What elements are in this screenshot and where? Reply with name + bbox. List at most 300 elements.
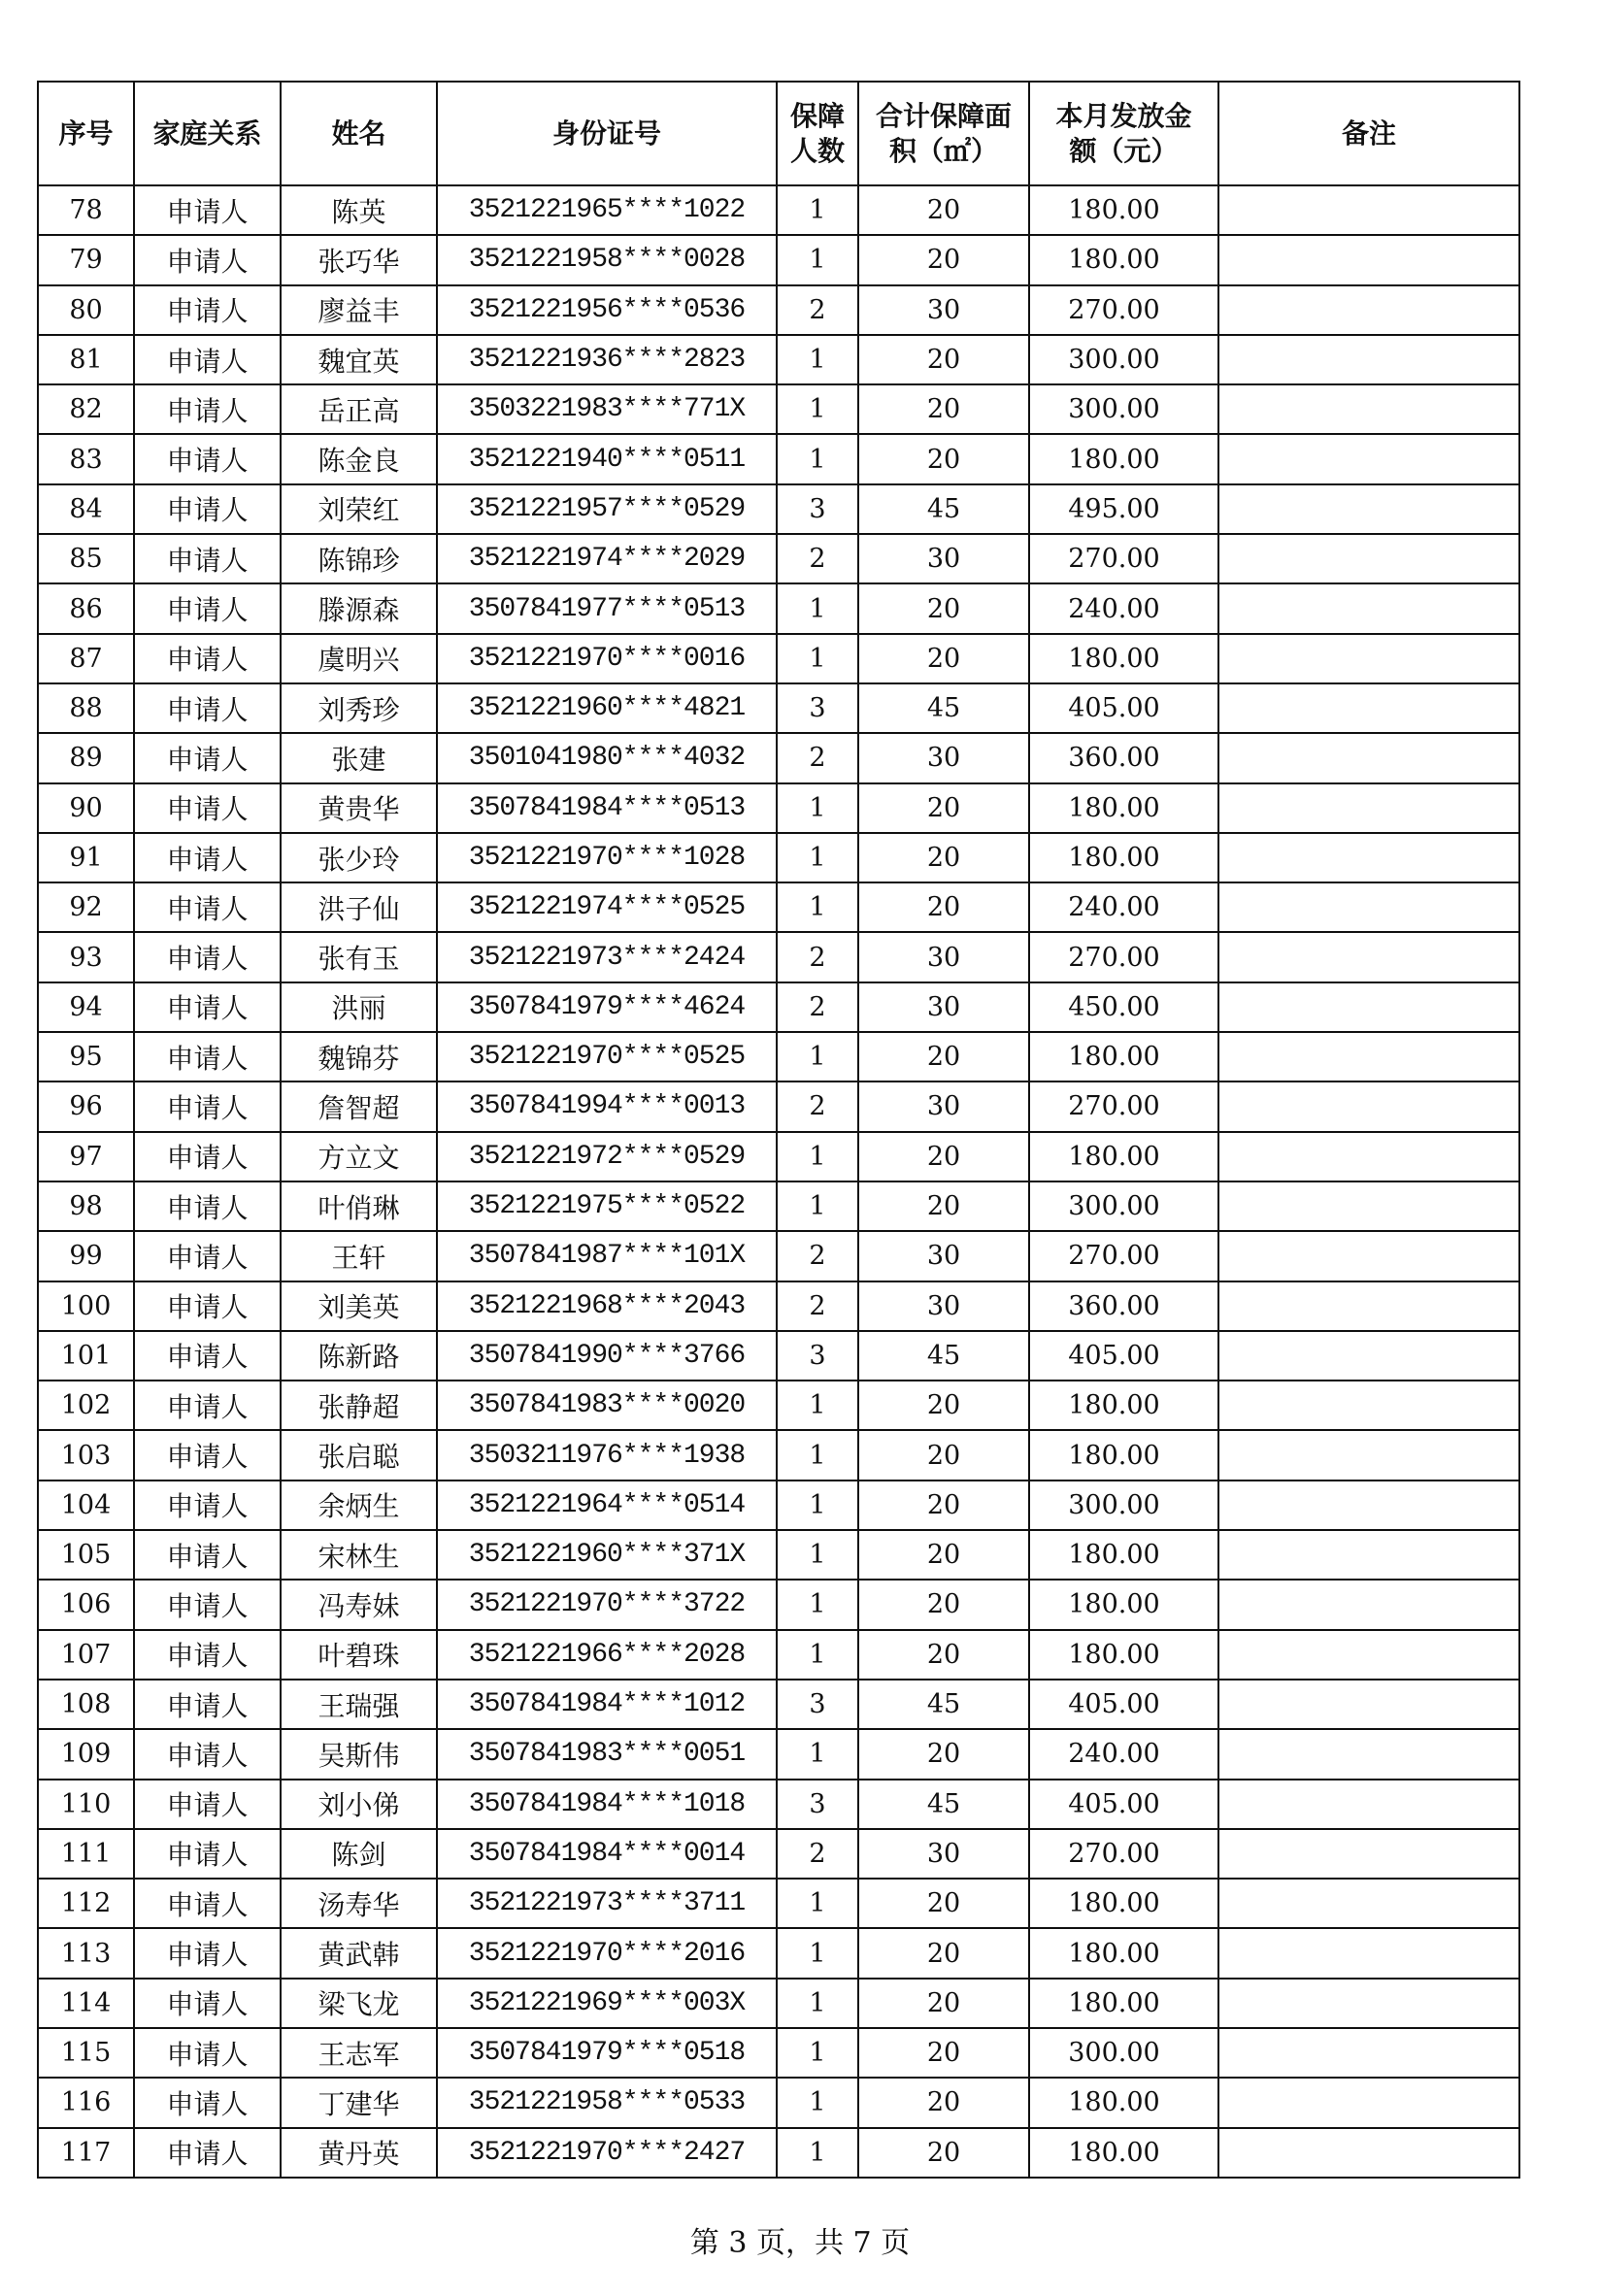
cell-amount: 180.00 xyxy=(1029,1630,1218,1680)
cell-relation: 申请人 xyxy=(134,1032,281,1081)
cell-index: 114 xyxy=(38,1979,134,2028)
cell-amount: 180.00 xyxy=(1029,1879,1218,1928)
cell-index: 111 xyxy=(38,1829,134,1879)
cell-area: 20 xyxy=(858,1580,1029,1629)
cell-name: 吴斯伟 xyxy=(281,1729,437,1779)
cell-area: 20 xyxy=(858,1530,1029,1580)
cell-index: 84 xyxy=(38,484,134,534)
cell-area: 45 xyxy=(858,484,1029,534)
table-row xyxy=(38,1231,1519,1281)
cell-remarks xyxy=(1218,1181,1519,1231)
header-line: 额（元） xyxy=(1069,134,1179,167)
cell-persons: 1 xyxy=(777,882,858,932)
cell-remarks xyxy=(1218,1780,1519,1829)
cell-persons: 3 xyxy=(777,484,858,534)
cell-persons: 1 xyxy=(777,1580,858,1629)
cell-id-number: 3507841983****0051 xyxy=(437,1729,777,1779)
cell-id-number: 3521221974****2029 xyxy=(437,534,777,583)
cell-area: 20 xyxy=(858,1630,1029,1680)
cell-index: 105 xyxy=(38,1530,134,1580)
cell-amount: 240.00 xyxy=(1029,882,1218,932)
cell-amount: 405.00 xyxy=(1029,1331,1218,1381)
cell-relation: 申请人 xyxy=(134,982,281,1032)
cell-id-number: 3521221970****0016 xyxy=(437,634,777,683)
table-row xyxy=(38,1430,1519,1480)
cell-relation: 申请人 xyxy=(134,1780,281,1829)
cell-index: 80 xyxy=(38,285,134,335)
cell-persons: 3 xyxy=(777,683,858,733)
cell-index: 107 xyxy=(38,1630,134,1680)
cell-remarks xyxy=(1218,534,1519,583)
cell-persons: 2 xyxy=(777,285,858,335)
cell-remarks xyxy=(1218,1381,1519,1430)
cell-index: 117 xyxy=(38,2128,134,2178)
header-line: 本月发放金 xyxy=(1055,99,1192,132)
cell-persons: 2 xyxy=(777,1231,858,1281)
cell-id-number: 3501041980****4032 xyxy=(437,733,777,782)
cell-name: 陈新路 xyxy=(281,1331,437,1381)
cell-area: 20 xyxy=(858,583,1029,633)
cell-relation: 申请人 xyxy=(134,683,281,733)
cell-persons: 1 xyxy=(777,2028,858,2078)
cell-id-number: 3521221970****0525 xyxy=(437,1032,777,1081)
cell-area: 20 xyxy=(858,335,1029,384)
cell-persons: 1 xyxy=(777,1381,858,1430)
cell-area: 20 xyxy=(858,1928,1029,1978)
cell-remarks xyxy=(1218,1729,1519,1779)
cell-name: 滕源森 xyxy=(281,583,437,633)
cell-persons: 1 xyxy=(777,1132,858,1181)
cell-persons: 1 xyxy=(777,2128,858,2178)
cell-relation: 申请人 xyxy=(134,235,281,284)
cell-name: 刘美英 xyxy=(281,1281,437,1331)
cell-id-number: 3503221983****771X xyxy=(437,384,777,434)
cell-index: 96 xyxy=(38,1081,134,1131)
cell-persons: 1 xyxy=(777,1032,858,1081)
cell-remarks xyxy=(1218,882,1519,932)
cell-name: 张少玲 xyxy=(281,833,437,882)
cell-amount: 495.00 xyxy=(1029,484,1218,534)
cell-amount: 180.00 xyxy=(1029,1530,1218,1580)
cell-index: 79 xyxy=(38,235,134,284)
cell-persons: 1 xyxy=(777,384,858,434)
cell-remarks xyxy=(1218,484,1519,534)
cell-amount: 180.00 xyxy=(1029,1580,1218,1629)
cell-id-number: 3521221970****2427 xyxy=(437,2128,777,2178)
cell-name: 岳正高 xyxy=(281,384,437,434)
cell-amount: 300.00 xyxy=(1029,2028,1218,2078)
cell-remarks xyxy=(1218,1281,1519,1331)
cell-name: 黄武韩 xyxy=(281,1928,437,1978)
cell-name: 张静超 xyxy=(281,1381,437,1430)
cell-remarks xyxy=(1218,1032,1519,1081)
cell-remarks xyxy=(1218,1979,1519,2028)
cell-remarks xyxy=(1218,783,1519,833)
cell-relation: 申请人 xyxy=(134,2078,281,2127)
header-line: 备注 xyxy=(1341,116,1396,150)
cell-id-number: 3521221956****0536 xyxy=(437,285,777,335)
cell-relation: 申请人 xyxy=(134,1829,281,1879)
cell-id-number: 3521221965****1022 xyxy=(437,185,777,235)
cell-remarks xyxy=(1218,1680,1519,1729)
table-row xyxy=(38,285,1519,335)
cell-relation: 申请人 xyxy=(134,1381,281,1430)
cell-id-number: 3507841984****0014 xyxy=(437,1829,777,1879)
cell-area: 20 xyxy=(858,434,1029,483)
cell-name: 陈金良 xyxy=(281,434,437,483)
cell-remarks xyxy=(1218,2078,1519,2127)
cell-area: 20 xyxy=(858,185,1029,235)
cell-remarks xyxy=(1218,1530,1519,1580)
cell-id-number: 3521221973****3711 xyxy=(437,1879,777,1928)
cell-area: 30 xyxy=(858,1829,1029,1879)
cell-amount: 405.00 xyxy=(1029,1780,1218,1829)
cell-relation: 申请人 xyxy=(134,335,281,384)
cell-id-number: 3521221957****0529 xyxy=(437,484,777,534)
cell-relation: 申请人 xyxy=(134,1481,281,1530)
cell-area: 20 xyxy=(858,1032,1029,1081)
table-row xyxy=(38,1729,1519,1779)
cell-name: 叶俏琳 xyxy=(281,1181,437,1231)
cell-name: 王瑞强 xyxy=(281,1680,437,1729)
cell-area: 20 xyxy=(858,1979,1029,2028)
table-row xyxy=(38,1331,1519,1381)
cell-id-number: 3521221973****2424 xyxy=(437,932,777,982)
cell-name: 王志军 xyxy=(281,2028,437,2078)
cell-area: 20 xyxy=(858,1381,1029,1430)
cell-name: 余炳生 xyxy=(281,1481,437,1530)
cell-persons: 2 xyxy=(777,1281,858,1331)
table-row xyxy=(38,833,1519,882)
cell-remarks xyxy=(1218,1430,1519,1480)
cell-persons: 1 xyxy=(777,1630,858,1680)
cell-persons: 2 xyxy=(777,1081,858,1131)
cell-relation: 申请人 xyxy=(134,1729,281,1779)
cell-index: 91 xyxy=(38,833,134,882)
cell-remarks xyxy=(1218,235,1519,284)
cell-index: 99 xyxy=(38,1231,134,1281)
cell-name: 詹智超 xyxy=(281,1081,437,1131)
cell-amount: 270.00 xyxy=(1029,534,1218,583)
cell-area: 30 xyxy=(858,1281,1029,1331)
cell-name: 张启聪 xyxy=(281,1430,437,1480)
cell-id-number: 3507841977****0513 xyxy=(437,583,777,633)
cell-persons: 1 xyxy=(777,235,858,284)
cell-index: 102 xyxy=(38,1381,134,1430)
cell-relation: 申请人 xyxy=(134,1181,281,1231)
table-row xyxy=(38,634,1519,683)
cell-id-number: 3507841990****3766 xyxy=(437,1331,777,1381)
cell-area: 20 xyxy=(858,235,1029,284)
cell-id-number: 3521221936****2823 xyxy=(437,335,777,384)
cell-index: 82 xyxy=(38,384,134,434)
cell-relation: 申请人 xyxy=(134,2128,281,2178)
cell-amount: 270.00 xyxy=(1029,285,1218,335)
cell-relation: 申请人 xyxy=(134,1132,281,1181)
header-remarks xyxy=(1218,82,1519,185)
cell-id-number: 3507841987****101X xyxy=(437,1231,777,1281)
cell-area: 20 xyxy=(858,1430,1029,1480)
cell-relation: 申请人 xyxy=(134,583,281,633)
table-row xyxy=(38,1928,1519,1978)
cell-area: 30 xyxy=(858,285,1029,335)
table-row xyxy=(38,484,1519,534)
cell-name: 黄丹英 xyxy=(281,2128,437,2178)
cell-relation: 申请人 xyxy=(134,882,281,932)
cell-index: 92 xyxy=(38,882,134,932)
cell-remarks xyxy=(1218,1331,1519,1381)
cell-amount: 180.00 xyxy=(1029,1132,1218,1181)
cell-amount: 450.00 xyxy=(1029,982,1218,1032)
cell-persons: 1 xyxy=(777,833,858,882)
cell-amount: 300.00 xyxy=(1029,384,1218,434)
cell-id-number: 3507841984****0513 xyxy=(437,783,777,833)
cell-name: 张有玉 xyxy=(281,932,437,982)
cell-remarks xyxy=(1218,982,1519,1032)
cell-index: 89 xyxy=(38,733,134,782)
cell-persons: 3 xyxy=(777,1331,858,1381)
cell-index: 110 xyxy=(38,1780,134,1829)
table-row xyxy=(38,2028,1519,2078)
cell-name: 虞明兴 xyxy=(281,634,437,683)
cell-remarks xyxy=(1218,833,1519,882)
cell-id-number: 3507841984****1018 xyxy=(437,1780,777,1829)
cell-relation: 申请人 xyxy=(134,1430,281,1480)
header-line: 序号 xyxy=(58,116,114,150)
cell-name: 洪子仙 xyxy=(281,882,437,932)
cell-relation: 申请人 xyxy=(134,733,281,782)
cell-persons: 1 xyxy=(777,1481,858,1530)
cell-amount: 180.00 xyxy=(1029,634,1218,683)
table-row xyxy=(38,1530,1519,1580)
cell-remarks xyxy=(1218,185,1519,235)
table-row xyxy=(38,434,1519,483)
table-row xyxy=(38,1381,1519,1430)
cell-remarks xyxy=(1218,733,1519,782)
cell-id-number: 3521221972****0529 xyxy=(437,1132,777,1181)
cell-name: 陈剑 xyxy=(281,1829,437,1879)
cell-amount: 180.00 xyxy=(1029,1928,1218,1978)
cell-name: 王轩 xyxy=(281,1231,437,1281)
cell-amount: 180.00 xyxy=(1029,2078,1218,2127)
cell-area: 30 xyxy=(858,733,1029,782)
cell-id-number: 3507841979****0518 xyxy=(437,2028,777,2078)
cell-area: 20 xyxy=(858,2078,1029,2127)
cell-relation: 申请人 xyxy=(134,185,281,235)
cell-index: 108 xyxy=(38,1680,134,1729)
cell-id-number: 3521221970****2016 xyxy=(437,1928,777,1978)
cell-amount: 180.00 xyxy=(1029,833,1218,882)
table-row xyxy=(38,534,1519,583)
cell-remarks xyxy=(1218,434,1519,483)
cell-persons: 1 xyxy=(777,1928,858,1978)
header-amount xyxy=(1029,82,1218,185)
cell-area: 45 xyxy=(858,1331,1029,1381)
cell-name: 陈锦珍 xyxy=(281,534,437,583)
cell-name: 张建 xyxy=(281,733,437,782)
cell-name: 廖益丰 xyxy=(281,285,437,335)
cell-amount: 270.00 xyxy=(1029,932,1218,982)
table-row xyxy=(38,1829,1519,1879)
table-row xyxy=(38,1780,1519,1829)
cell-area: 45 xyxy=(858,683,1029,733)
cell-area: 30 xyxy=(858,1081,1029,1131)
header-area xyxy=(858,82,1029,185)
cell-index: 78 xyxy=(38,185,134,235)
cell-remarks xyxy=(1218,683,1519,733)
cell-persons: 1 xyxy=(777,2078,858,2127)
cell-index: 94 xyxy=(38,982,134,1032)
cell-amount: 180.00 xyxy=(1029,185,1218,235)
cell-index: 116 xyxy=(38,2078,134,2127)
cell-relation: 申请人 xyxy=(134,384,281,434)
cell-name: 汤寿华 xyxy=(281,1879,437,1928)
cell-remarks xyxy=(1218,932,1519,982)
cell-id-number: 3521221970****3722 xyxy=(437,1580,777,1629)
cell-remarks xyxy=(1218,1580,1519,1629)
cell-name: 叶碧珠 xyxy=(281,1630,437,1680)
cell-name: 魏锦芬 xyxy=(281,1032,437,1081)
cell-index: 97 xyxy=(38,1132,134,1181)
cell-persons: 2 xyxy=(777,932,858,982)
cell-amount: 270.00 xyxy=(1029,1081,1218,1131)
cell-id-number: 3521221964****0514 xyxy=(437,1481,777,1530)
cell-amount: 180.00 xyxy=(1029,434,1218,483)
cell-area: 20 xyxy=(858,1879,1029,1928)
cell-id-number: 3521221960****4821 xyxy=(437,683,777,733)
cell-relation: 申请人 xyxy=(134,2028,281,2078)
cell-persons: 1 xyxy=(777,783,858,833)
cell-relation: 申请人 xyxy=(134,1630,281,1680)
cell-persons: 2 xyxy=(777,1829,858,1879)
cell-name: 刘小俤 xyxy=(281,1780,437,1829)
cell-amount: 270.00 xyxy=(1029,1829,1218,1879)
table-row xyxy=(38,1281,1519,1331)
subsidy-table xyxy=(37,81,1520,2179)
cell-persons: 3 xyxy=(777,1780,858,1829)
table-row xyxy=(38,1132,1519,1181)
cell-persons: 2 xyxy=(777,982,858,1032)
cell-index: 104 xyxy=(38,1481,134,1530)
cell-area: 20 xyxy=(858,833,1029,882)
cell-amount: 180.00 xyxy=(1029,1430,1218,1480)
page-number: 第 3 页，共 7 页 xyxy=(689,2226,911,2260)
cell-remarks xyxy=(1218,634,1519,683)
cell-amount: 360.00 xyxy=(1029,733,1218,782)
cell-amount: 300.00 xyxy=(1029,335,1218,384)
cell-amount: 180.00 xyxy=(1029,2128,1218,2178)
header-line: 家庭关系 xyxy=(152,116,262,150)
cell-relation: 申请人 xyxy=(134,1879,281,1928)
cell-area: 20 xyxy=(858,1729,1029,1779)
cell-index: 112 xyxy=(38,1879,134,1928)
cell-area: 30 xyxy=(858,534,1029,583)
cell-persons: 1 xyxy=(777,335,858,384)
cell-relation: 申请人 xyxy=(134,783,281,833)
cell-area: 20 xyxy=(858,783,1029,833)
table-row xyxy=(38,2128,1519,2178)
cell-persons: 1 xyxy=(777,634,858,683)
cell-amount: 405.00 xyxy=(1029,1680,1218,1729)
cell-id-number: 3521221969****003X xyxy=(437,1979,777,2028)
table-row xyxy=(38,185,1519,235)
cell-area: 20 xyxy=(858,384,1029,434)
cell-area: 45 xyxy=(858,1680,1029,1729)
cell-persons: 1 xyxy=(777,1181,858,1231)
cell-id-number: 3521221974****0525 xyxy=(437,882,777,932)
cell-relation: 申请人 xyxy=(134,285,281,335)
cell-id-number: 3507841979****4624 xyxy=(437,982,777,1032)
cell-amount: 180.00 xyxy=(1029,235,1218,284)
table-header-row xyxy=(38,82,1519,185)
cell-relation: 申请人 xyxy=(134,1928,281,1978)
cell-index: 115 xyxy=(38,2028,134,2078)
cell-id-number: 3521221960****371X xyxy=(437,1530,777,1580)
cell-index: 81 xyxy=(38,335,134,384)
table-row xyxy=(38,1032,1519,1081)
cell-amount: 180.00 xyxy=(1029,1032,1218,1081)
table-row xyxy=(38,235,1519,284)
table-row xyxy=(38,1580,1519,1629)
cell-persons: 1 xyxy=(777,185,858,235)
cell-index: 113 xyxy=(38,1928,134,1978)
cell-id-number: 3507841983****0020 xyxy=(437,1381,777,1430)
cell-persons: 1 xyxy=(777,1979,858,2028)
cell-index: 98 xyxy=(38,1181,134,1231)
cell-area: 30 xyxy=(858,982,1029,1032)
cell-name: 张巧华 xyxy=(281,235,437,284)
cell-remarks xyxy=(1218,1829,1519,1879)
cell-index: 101 xyxy=(38,1331,134,1381)
cell-remarks xyxy=(1218,1481,1519,1530)
cell-area: 20 xyxy=(858,1132,1029,1181)
cell-index: 93 xyxy=(38,932,134,982)
table-row xyxy=(38,335,1519,384)
cell-relation: 申请人 xyxy=(134,1231,281,1281)
header-line: 姓名 xyxy=(331,116,386,150)
table-row xyxy=(38,882,1519,932)
cell-index: 90 xyxy=(38,783,134,833)
cell-id-number: 3507841984****1012 xyxy=(437,1680,777,1729)
cell-amount: 180.00 xyxy=(1029,1381,1218,1430)
header-line: 积（㎡） xyxy=(888,134,998,167)
cell-area: 20 xyxy=(858,2128,1029,2178)
cell-relation: 申请人 xyxy=(134,932,281,982)
cell-persons: 1 xyxy=(777,1530,858,1580)
cell-amount: 270.00 xyxy=(1029,1231,1218,1281)
cell-remarks xyxy=(1218,1630,1519,1680)
cell-area: 20 xyxy=(858,1181,1029,1231)
cell-name: 刘荣红 xyxy=(281,484,437,534)
cell-id-number: 3521221970****1028 xyxy=(437,833,777,882)
cell-persons: 2 xyxy=(777,534,858,583)
cell-name: 陈英 xyxy=(281,185,437,235)
table-row xyxy=(38,783,1519,833)
cell-area: 30 xyxy=(858,1231,1029,1281)
table-row xyxy=(38,982,1519,1032)
cell-amount: 180.00 xyxy=(1029,783,1218,833)
cell-persons: 1 xyxy=(777,1430,858,1480)
cell-remarks xyxy=(1218,1081,1519,1131)
cell-id-number: 3521221958****0028 xyxy=(437,235,777,284)
cell-name: 方立文 xyxy=(281,1132,437,1181)
cell-persons: 2 xyxy=(777,733,858,782)
cell-persons: 1 xyxy=(777,434,858,483)
cell-index: 83 xyxy=(38,434,134,483)
cell-area: 30 xyxy=(858,932,1029,982)
cell-index: 95 xyxy=(38,1032,134,1081)
cell-id-number: 3521221958****0533 xyxy=(437,2078,777,2127)
